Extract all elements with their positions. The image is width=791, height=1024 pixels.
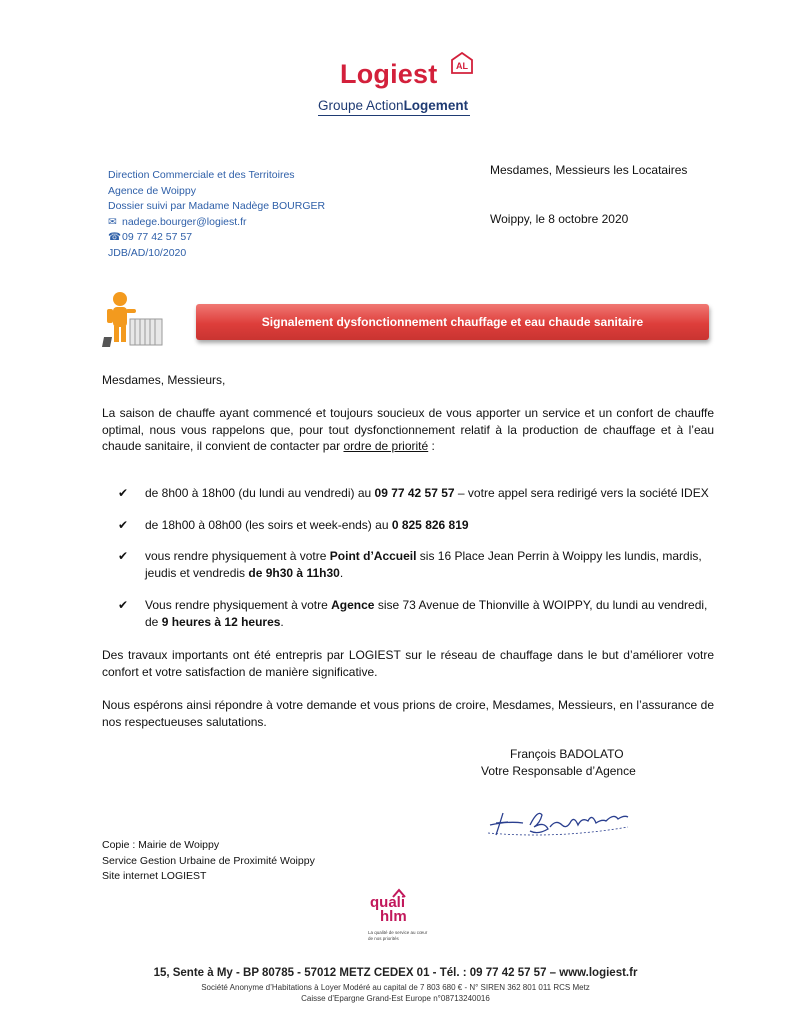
intro-paragraph: La saison de chauffe ayant commencé et toujours soucieux de vous apporter un service et un confort de chauffe optimal, nous vous rappelons que, pour tout dysfonctionnement relatif à la production de chauffage et à l’eau chaude sanitaire, il convient de contacter par ordre de priorité :	[102, 406, 714, 453]
priority-order: ordre de priorité	[343, 439, 429, 453]
hlm-word: hlm	[380, 908, 407, 925]
copy-line: Copie : Mairie de Woippy	[102, 839, 220, 851]
sender-dept: Direction Commerciale et des Territoires	[108, 169, 295, 181]
envelope-icon: ✉	[108, 215, 117, 228]
copy-line: Site internet LOGIEST	[102, 870, 207, 882]
quali-word: quali	[370, 894, 406, 911]
checkmark-icon: ✔	[118, 549, 129, 563]
sender-email[interactable]: nadege.bourger@logiest.fr	[122, 215, 247, 228]
sender-ref: JDB/AD/10/2020	[108, 246, 187, 259]
checkmark-icon: ✔	[118, 598, 129, 612]
closing-paragraph: Nous espérons ainsi répondre à votre demande et vous prions de croire, Mesdames, Messieurs, en l’assurance de nos respectueuses salutations.	[102, 698, 714, 729]
footer-address: 15, Sente à My - BP 80785 - 57012 METZ CEDEX 01 - Tél. : 09 77 42 57 57 – www.logiest.fr	[153, 967, 638, 979]
telephone-icon: ☎	[108, 231, 122, 244]
footer-bank: Caisse d’Epargne Grand-Est Europe n°08713240016	[301, 994, 490, 1003]
copies-block	[102, 838, 315, 885]
handwritten-signature	[478, 795, 648, 840]
logo-group-text: Groupe ActionLogement	[318, 98, 469, 113]
logo-house-icon	[451, 52, 473, 74]
sender-phone: 09 77 42 57 57	[122, 231, 193, 244]
logiest-logo	[318, 52, 478, 118]
works-paragraph: Des travaux importants ont été entrepris par LOGIEST sur le réseau de chauffage dans le but d’améliorer votre confort et votre satisfaction de manière significative.	[102, 648, 714, 679]
signatory-role: Votre Responsable d’Agence	[481, 764, 636, 778]
sender-block	[108, 168, 325, 262]
logo-wordmark: Logiest	[340, 59, 438, 89]
salutation: Mesdames, Messieurs,	[102, 373, 226, 387]
repairman-radiator-illustration	[98, 289, 168, 351]
sender-phone-line	[108, 230, 325, 246]
logo-underline	[318, 115, 470, 116]
quali-tagline: La qualité de service au cœur de nos priorités	[368, 930, 428, 941]
recipient: Mesdames, Messieurs les Locataires	[490, 163, 688, 177]
quali-hlm-logo	[362, 896, 432, 952]
logo-mark-text: AL	[456, 61, 468, 71]
signatory-name: François BADOLATO	[510, 747, 624, 761]
sender-email-line	[108, 215, 325, 231]
place-date: Woippy, le 8 octobre 2020	[490, 212, 629, 226]
sender-followed-by: Dossier suivi par Madame Nadège BOURGER	[108, 200, 326, 213]
footer-legal: Société Anonyme d’Habitations à Loyer Modéré au capital de 7 803 680 € - N° SIREN 362 801 011 RCS Metz	[201, 983, 590, 992]
copy-line: Service Gestion Urbaine de Proximité Woippy	[102, 854, 315, 867]
checkmark-icon: ✔	[118, 518, 129, 532]
subject-banner	[196, 304, 709, 340]
sender-agency: Agence de Woippy	[108, 184, 196, 197]
checkmark-icon: ✔	[118, 486, 129, 500]
subject-text: Signalement dysfonctionnement chauffage et eau chaude sanitaire	[261, 315, 644, 329]
